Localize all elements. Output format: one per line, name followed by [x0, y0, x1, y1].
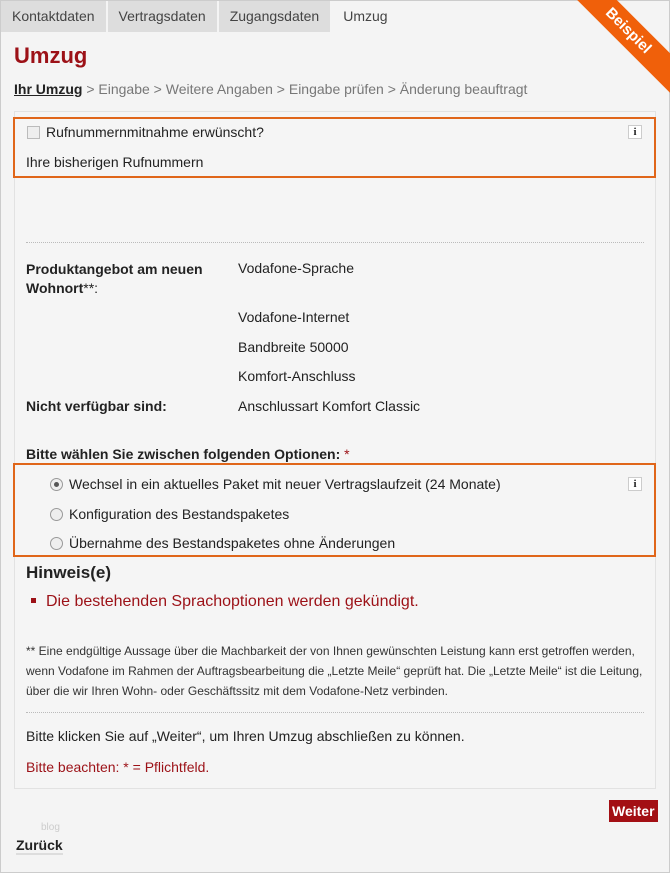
- offer-item: Vodafone-Internet: [238, 309, 350, 325]
- offer-item: Bandbreite 50000: [238, 339, 349, 355]
- option-configure[interactable]: [50, 506, 289, 522]
- offer-item: Komfort-Anschluss: [238, 368, 356, 384]
- tab-vertragsdaten[interactable]: Vertragsdaten: [108, 1, 217, 32]
- tab-bar: [1, 1, 669, 32]
- example-ribbon: Beispiel: [565, 0, 670, 94]
- footnote: ** Eine endgültige Aussage über die Machbarkeit der von Ihnen gewünschten Leistung kann erst getroffen werden, wenn Vodafone im Rahmen der Auftragsbearbeitung die „Letzte Meile“ geprüft hat. Die „Letzte Meile“ ist die Leitung, über die wir Ihren Wohn- oder Geschäftssitz mit dem Vodafone-Netz verbinden.: [26, 644, 643, 698]
- radio[interactable]: [50, 508, 63, 521]
- tab-zugangsdaten[interactable]: Zugangsdaten: [219, 1, 331, 32]
- info-icon[interactable]: i: [628, 125, 642, 139]
- radio[interactable]: [50, 537, 63, 550]
- info-icon[interactable]: i: [628, 477, 642, 491]
- not-available-value: Anschlussart Komfort Classic: [238, 398, 421, 414]
- option-keep[interactable]: [50, 535, 395, 551]
- porting-checkbox[interactable]: [27, 126, 40, 139]
- watermark: blog: [41, 822, 60, 833]
- breadcrumb-steps: > Eingabe > Weitere Angaben > Eingabe prüfen > Änderung beauftragt: [82, 81, 528, 97]
- porting-checkbox-label: Rufnummernmitnahme erwünscht?: [46, 124, 264, 140]
- divider: [26, 712, 644, 713]
- breadcrumb: [14, 81, 527, 97]
- option-label: Wechsel in ein aktuelles Paket mit neuer Vertragslaufzeit (24 Monate): [69, 476, 501, 492]
- hint-item: Die bestehenden Sprachoptionen werden gekündigt.: [31, 593, 419, 611]
- radio-selected[interactable]: [50, 478, 63, 491]
- tab-umzug[interactable]: Umzug: [332, 1, 398, 32]
- instruction-text: Bitte klicken Sie auf „Weiter“, um Ihren Umzug abschließen zu können.: [26, 728, 465, 744]
- option-new-package[interactable]: [50, 476, 501, 492]
- options-label: Bitte wählen Sie zwischen folgenden Optionen: *: [26, 446, 350, 462]
- option-label: Konfiguration des Bestandspaketes: [69, 506, 290, 522]
- next-button[interactable]: Weiter: [609, 800, 658, 822]
- breadcrumb-current[interactable]: Ihr Umzug: [14, 81, 83, 97]
- offer-label: Produktangebot am neuen Wohnort**:: [26, 261, 203, 296]
- back-button[interactable]: Zurück: [16, 837, 63, 853]
- page-title: Umzug: [14, 43, 88, 68]
- hint-title: Hinweis(e): [26, 563, 112, 582]
- option-label: Übernahme des Bestandspaketes ohne Änderungen: [69, 535, 396, 551]
- bullet-icon: [31, 598, 36, 603]
- required-note: Bitte beachten: * = Pflichtfeld.: [26, 759, 210, 775]
- porting-checkbox-row[interactable]: [27, 124, 264, 140]
- divider: [26, 242, 644, 243]
- not-available-label: Nicht verfügbar sind:: [26, 398, 167, 414]
- offer-item: Vodafone-Sprache: [238, 260, 354, 276]
- porting-subtitle: Ihre bisherigen Rufnummern: [26, 154, 204, 170]
- tab-kontaktdaten[interactable]: Kontaktdaten: [1, 1, 106, 32]
